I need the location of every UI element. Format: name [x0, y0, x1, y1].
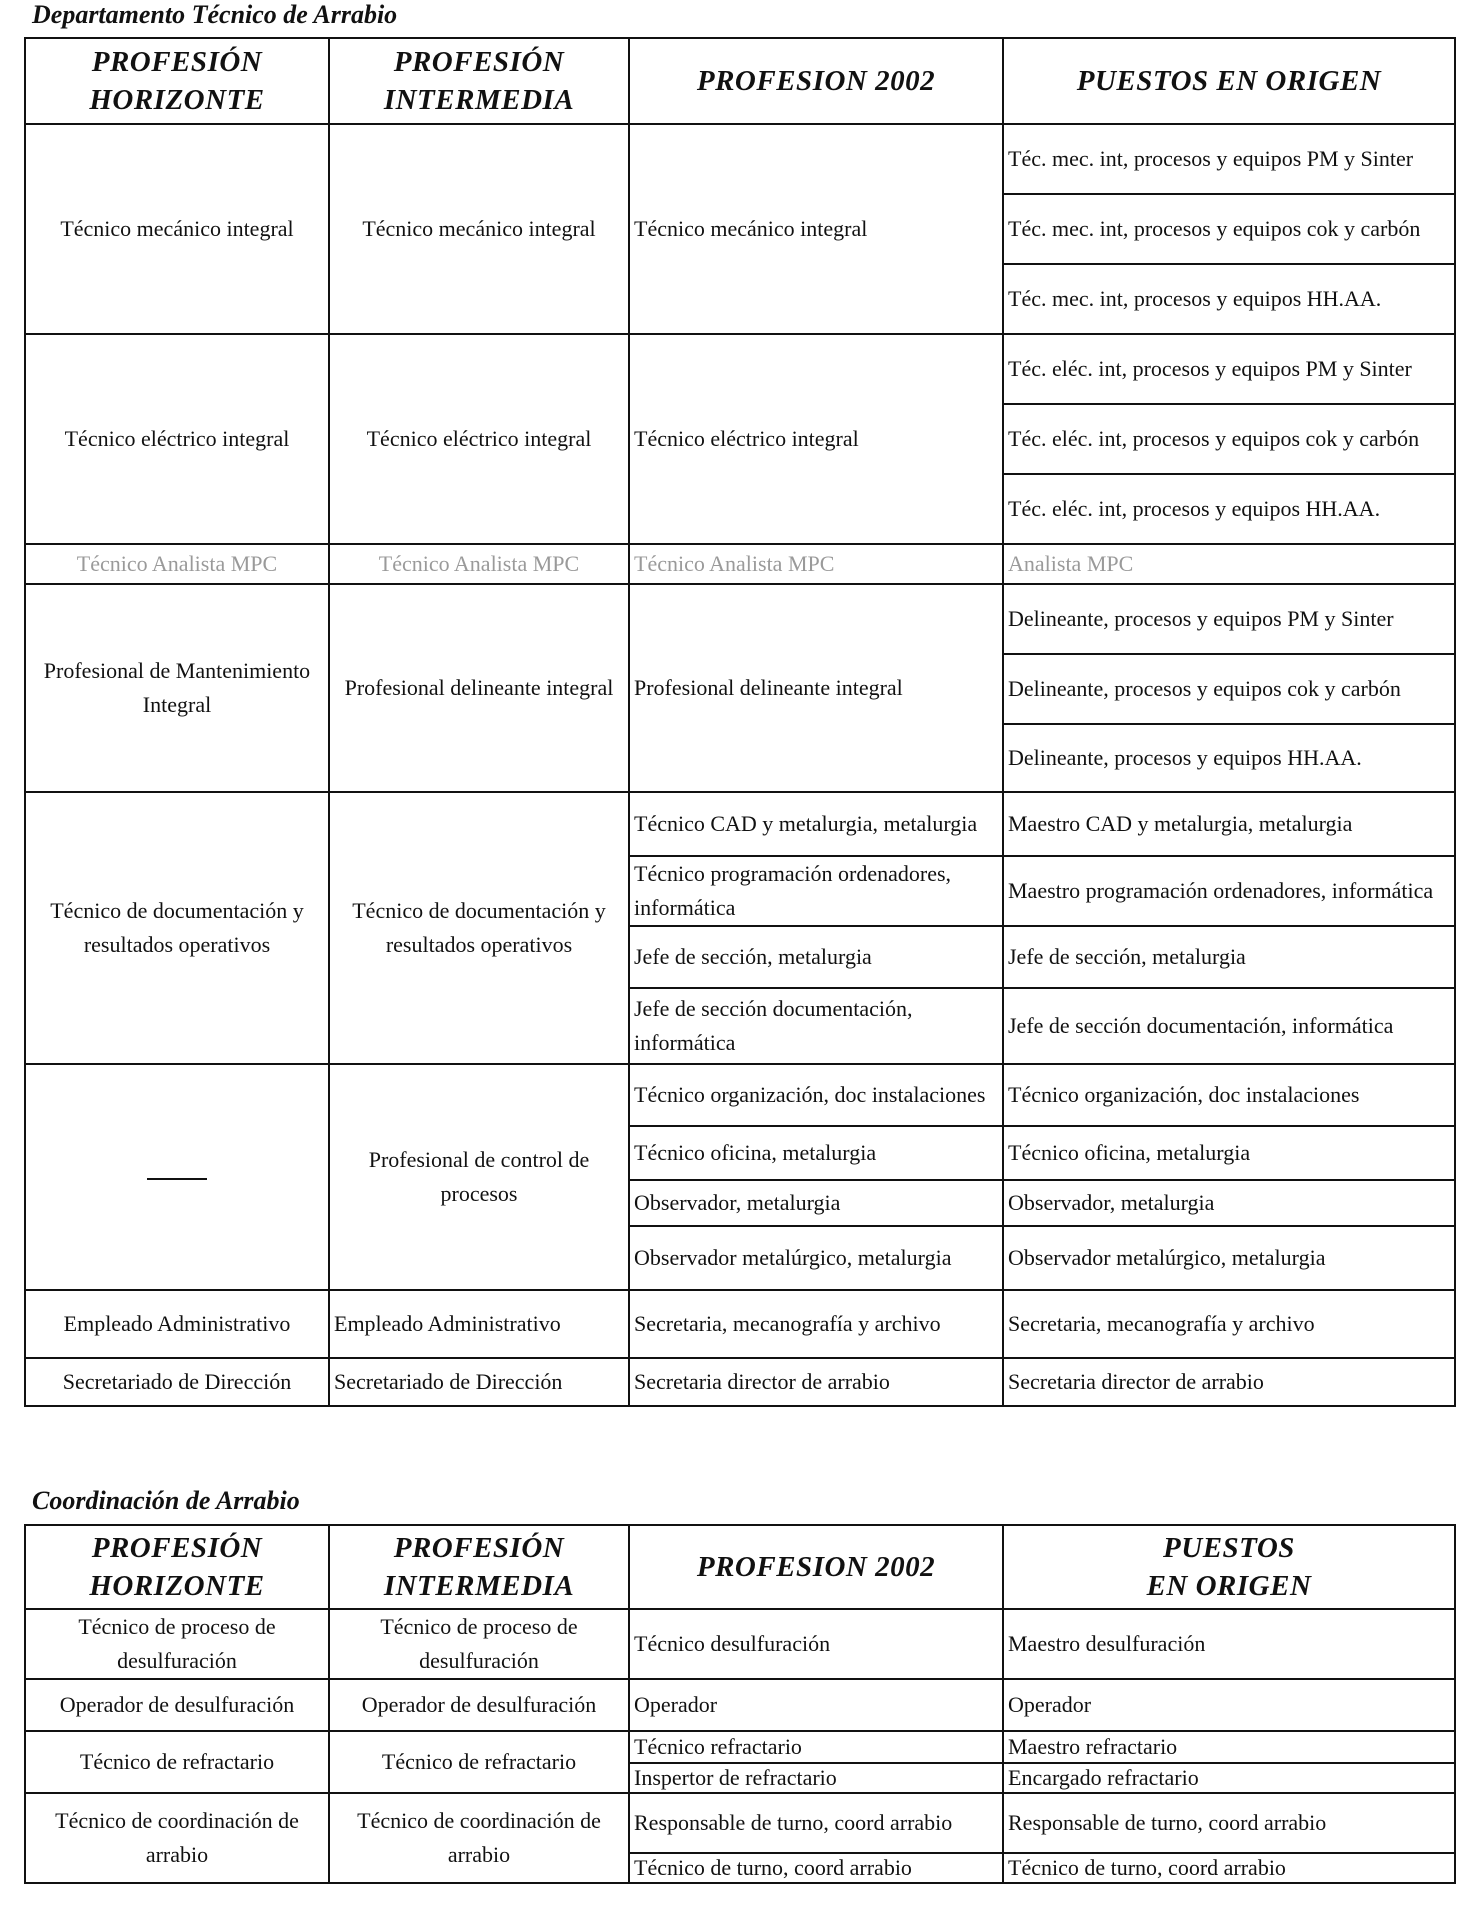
cell-origen: Operador	[1003, 1679, 1455, 1731]
cell-profesion-2002: Técnico Analista MPC	[629, 544, 1003, 584]
cell-origen: Observador, metalurgia	[1003, 1180, 1455, 1226]
header-profesion-2002: PROFESION 2002	[629, 38, 1003, 124]
cell-intermedia: Empleado Administrativo	[329, 1290, 629, 1358]
cell-origen: Delineante, procesos y equipos PM y Sinter	[1003, 584, 1455, 654]
cell-profesion-2002: Técnico CAD y metalurgia, metalurgia	[629, 792, 1003, 856]
cell-origen: Delineante, procesos y equipos cok y carbón	[1003, 654, 1455, 724]
table-row	[25, 584, 1455, 654]
cell-profesion-2002: Técnico programación ordenadores, informática	[629, 856, 1003, 926]
header-horizonte: PROFESIÓN HORIZONTE	[25, 1525, 329, 1609]
cell-origen: Maestro programación ordenadores, informática	[1003, 856, 1455, 926]
header-puestos-origen: PUESTOS EN ORIGEN	[1003, 1525, 1455, 1609]
cell-intermedia: Técnico de refractario	[329, 1731, 629, 1793]
table-row	[25, 1679, 1455, 1731]
table-row	[25, 1290, 1455, 1358]
section-title-coord: Coordinación de Arrabio	[32, 1486, 300, 1515]
table-row	[25, 792, 1455, 856]
section-title-tecnico: Departamento Técnico de Arrabio	[32, 0, 398, 29]
cell-profesion-2002: Técnico mecánico integral	[629, 124, 1003, 334]
cell-origen: Analista MPC	[1003, 544, 1455, 584]
cell-horizonte: Profesional de Mantenimiento Integral	[25, 584, 329, 792]
cell-horizonte: Técnico de proceso de desulfuración	[25, 1609, 329, 1679]
cell-profesion-2002: Operador	[629, 1679, 1003, 1731]
header-intermedia: PROFESIÓN INTERMEDIA	[329, 38, 629, 124]
cell-origen: Delineante, procesos y equipos HH.AA.	[1003, 724, 1455, 792]
cell-intermedia: Técnico eléctrico integral	[329, 334, 629, 544]
cell-profesion-2002: Técnico eléctrico integral	[629, 334, 1003, 544]
table-row	[25, 1358, 1455, 1406]
cell-origen: Téc. mec. int, procesos y equipos PM y Sinter	[1003, 124, 1455, 194]
cell-origen: Téc. mec. int, procesos y equipos cok y carbón	[1003, 194, 1455, 264]
cell-profesion-2002: Jefe de sección documentación, informática	[629, 988, 1003, 1064]
cell-profesion-2002: Responsable de turno, coord arrabio	[629, 1793, 1003, 1853]
empty-dash	[147, 1178, 207, 1180]
cell-intermedia: Técnico de coordinación de arrabio	[329, 1793, 629, 1883]
cell-horizonte	[25, 1064, 329, 1290]
table-coord	[24, 1524, 1456, 1884]
table-row	[25, 124, 1455, 194]
cell-horizonte: Técnico de refractario	[25, 1731, 329, 1793]
cell-profesion-2002: Técnico de turno, coord arrabio	[629, 1853, 1003, 1883]
cell-origen: Responsable de turno, coord arrabio	[1003, 1793, 1455, 1853]
cell-intermedia: Profesional de control de procesos	[329, 1064, 629, 1290]
cell-horizonte: Técnico de documentación y resultados operativos	[25, 792, 329, 1064]
table-row	[25, 334, 1455, 404]
cell-profesion-2002: Técnico desulfuración	[629, 1609, 1003, 1679]
cell-origen: Secretaria director de arrabio	[1003, 1358, 1455, 1406]
cell-profesion-2002: Profesional delineante integral	[629, 584, 1003, 792]
cell-profesion-2002: Técnico organización, doc instalaciones	[629, 1064, 1003, 1126]
cell-origen: Observador metalúrgico, metalurgia	[1003, 1226, 1455, 1290]
cell-origen: Téc. eléc. int, procesos y equipos HH.AA.	[1003, 474, 1455, 544]
cell-origen: Jefe de sección documentación, informática	[1003, 988, 1455, 1064]
cell-intermedia: Secretariado de Dirección	[329, 1358, 629, 1406]
header-profesion-2002: PROFESION 2002	[629, 1525, 1003, 1609]
header-row	[25, 1525, 1455, 1609]
cell-origen: Técnico de turno, coord arrabio	[1003, 1853, 1455, 1883]
cell-horizonte: Técnico Analista MPC	[25, 544, 329, 584]
cell-intermedia: Técnico mecánico integral	[329, 124, 629, 334]
cell-intermedia: Operador de desulfuración	[329, 1679, 629, 1731]
cell-origen: Maestro desulfuración	[1003, 1609, 1455, 1679]
cell-intermedia: Técnico Analista MPC	[329, 544, 629, 584]
cell-profesion-2002: Técnico refractario	[629, 1731, 1003, 1763]
table-row	[25, 544, 1455, 584]
cell-origen: Maestro CAD y metalurgia, metalurgia	[1003, 792, 1455, 856]
table-row	[25, 1731, 1455, 1763]
cell-horizonte: Empleado Administrativo	[25, 1290, 329, 1358]
cell-profesion-2002: Secretaria, mecanografía y archivo	[629, 1290, 1003, 1358]
cell-profesion-2002: Observador metalúrgico, metalurgia	[629, 1226, 1003, 1290]
cell-origen: Téc. eléc. int, procesos y equipos PM y Sinter	[1003, 334, 1455, 404]
cell-profesion-2002: Inspertor de refractario	[629, 1763, 1003, 1793]
cell-horizonte: Secretariado de Dirección	[25, 1358, 329, 1406]
header-puestos-origen: PUESTOS EN ORIGEN	[1003, 38, 1455, 124]
cell-profesion-2002: Secretaria director de arrabio	[629, 1358, 1003, 1406]
cell-horizonte: Técnico mecánico integral	[25, 124, 329, 334]
cell-origen: Téc. mec. int, procesos y equipos HH.AA.	[1003, 264, 1455, 334]
cell-horizonte: Técnico de coordinación de arrabio	[25, 1793, 329, 1883]
cell-origen: Secretaria, mecanografía y archivo	[1003, 1290, 1455, 1358]
cell-horizonte: Técnico eléctrico integral	[25, 334, 329, 544]
table-row	[25, 1609, 1455, 1679]
cell-origen: Jefe de sección, metalurgia	[1003, 926, 1455, 988]
cell-origen: Téc. eléc. int, procesos y equipos cok y carbón	[1003, 404, 1455, 474]
header-horizonte: PROFESIÓN HORIZONTE	[25, 38, 329, 124]
cell-intermedia: Técnico de proceso de desulfuración	[329, 1609, 629, 1679]
cell-origen: Técnico oficina, metalurgia	[1003, 1126, 1455, 1180]
cell-profesion-2002: Observador, metalurgia	[629, 1180, 1003, 1226]
table-tecnico	[24, 37, 1456, 1407]
cell-intermedia: Técnico de documentación y resultados operativos	[329, 792, 629, 1064]
header-intermedia: PROFESIÓN INTERMEDIA	[329, 1525, 629, 1609]
cell-profesion-2002: Jefe de sección, metalurgia	[629, 926, 1003, 988]
cell-origen: Encargado refractario	[1003, 1763, 1455, 1793]
cell-origen: Técnico organización, doc instalaciones	[1003, 1064, 1455, 1126]
cell-horizonte: Operador de desulfuración	[25, 1679, 329, 1731]
cell-origen: Maestro refractario	[1003, 1731, 1455, 1763]
cell-intermedia: Profesional delineante integral	[329, 584, 629, 792]
table-row	[25, 1064, 1455, 1126]
cell-profesion-2002: Técnico oficina, metalurgia	[629, 1126, 1003, 1180]
header-row	[25, 38, 1455, 124]
table-row	[25, 1793, 1455, 1853]
